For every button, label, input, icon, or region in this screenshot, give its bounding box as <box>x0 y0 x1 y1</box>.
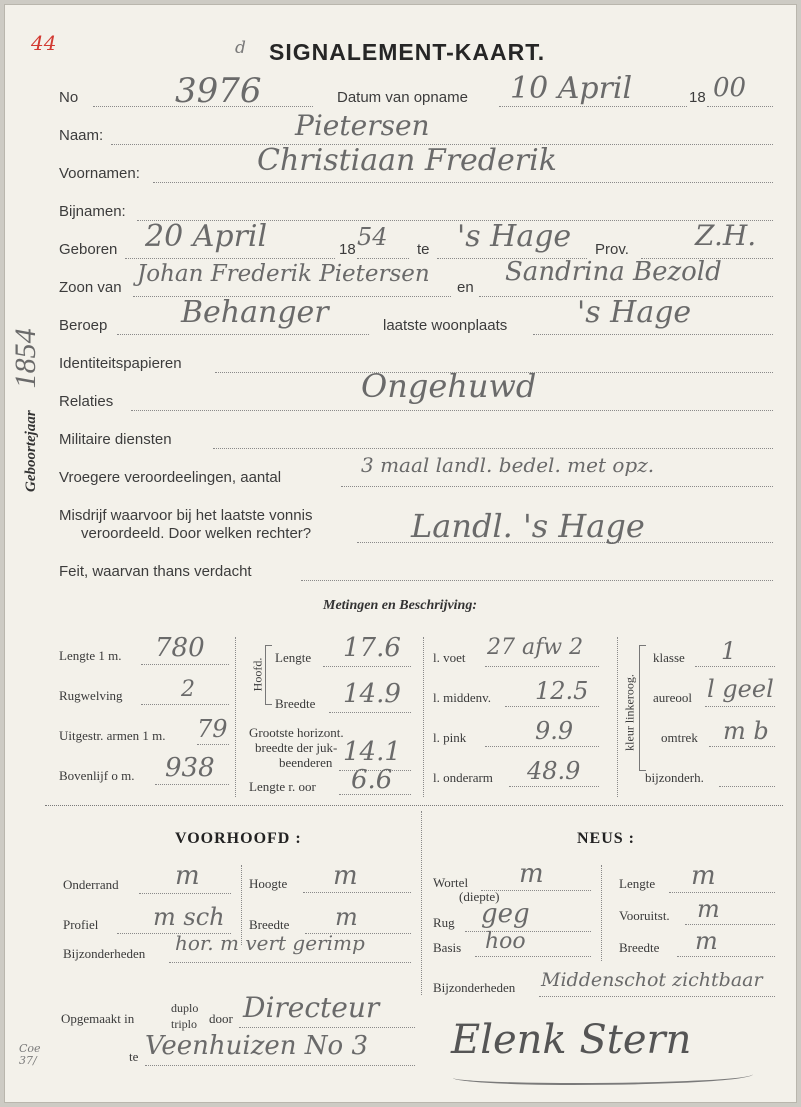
vh-onderrand-label: Onderrand <box>63 877 119 892</box>
m-bovenlijf-value: 938 <box>165 753 215 783</box>
moeder-value: Sandrina Bezold <box>505 257 722 287</box>
n-breedte-value: m <box>695 927 718 955</box>
m-aureool-label: aureool <box>653 690 692 705</box>
prov-label: Prov. <box>595 241 629 258</box>
m-bovenlijf-label: Bovenlijf o m. <box>59 768 135 783</box>
misdrijf-label-1: Misdrijf waarvoor bij het laatste vonnis <box>59 507 313 524</box>
n-wortel-label: Wortel <box>433 875 469 890</box>
m-bijzonderh-label: bijzonderh. <box>645 770 704 785</box>
kleur-label: kleur linkeroog. <box>622 674 637 751</box>
triplo-label: triplo <box>171 1017 197 1031</box>
voornamen-value: Christiaan Frederik <box>257 143 557 178</box>
n-diepte-label: (diepte) <box>459 889 500 904</box>
m-armen-value: 79 <box>197 715 228 743</box>
militaire-label: Militaire diensten <box>59 431 172 448</box>
door-label: door <box>209 1011 233 1026</box>
m-rugwelving-label: Rugwelving <box>59 688 123 703</box>
signature-flourish <box>453 1067 753 1085</box>
m-omtrek-label: omtrek <box>661 730 698 745</box>
m-onderarm-label: l. onderarm <box>433 770 493 785</box>
m-middenv-label: l. middenv. <box>433 690 492 705</box>
bijnamen-label: Bijnamen: <box>59 203 126 220</box>
relaties-label: Relaties <box>59 393 114 410</box>
m-jukbeen-value: 14.1 <box>343 737 401 767</box>
signature: Elenk Stern <box>451 1017 692 1063</box>
geboren-year-value: 54 <box>357 223 388 251</box>
vh-breedte-label: Breedte <box>249 917 290 932</box>
zoon-label: Zoon van <box>59 279 122 296</box>
en-label: en <box>457 279 474 296</box>
m-oor-label: Lengte r. oor <box>249 779 316 794</box>
te-value: 's Hage <box>457 219 572 254</box>
m-oor-value: 6.6 <box>351 765 393 795</box>
n-basis-label: Basis <box>433 940 462 955</box>
vh-bijzonderheden-label: Bijzonderheden <box>63 946 146 961</box>
m-aureool-value: l geel <box>707 675 774 703</box>
geboren-year-prefix: 18 <box>339 241 356 258</box>
m-hoofd-lengte-label: Lengte <box>275 650 312 665</box>
n-bijzonderheden-value: Middenschot zichtbaar <box>541 969 763 991</box>
n-vooruitst-label: Vooruitst. <box>619 908 670 923</box>
feit-label: Feit, waarvan thans verdacht <box>59 563 252 580</box>
misdrijf-value: Landl. 's Hage <box>411 507 645 545</box>
vh-profiel-label: Profiel <box>63 917 99 932</box>
voornamen-label: Voornamen: <box>59 165 140 182</box>
m-hoofd-lengte-value: 17.6 <box>343 633 401 663</box>
title-mark: d <box>235 38 246 58</box>
n-rug-value: geg <box>481 899 530 929</box>
year-value: 00 <box>713 73 747 103</box>
signalement-card <box>4 4 797 1103</box>
neus-heading: NEUS : <box>577 830 636 847</box>
m-pink-label: l. pink <box>433 730 467 745</box>
kleur-bracket <box>639 645 646 771</box>
naam-value: Pietersen <box>295 109 430 142</box>
m-omtrek-value: m b <box>723 717 769 745</box>
vh-bijzonderheden-value: hor. m vert gerimp <box>175 931 365 955</box>
n-lengte-value: m <box>691 861 716 891</box>
voorhoofd-heading: VOORHOOFD : <box>175 830 302 847</box>
m-hoofd-breedte-value: 14.9 <box>343 679 401 709</box>
vh-hoogte-value: m <box>333 861 358 891</box>
n-bijzonderheden-label: Bijzonderheden <box>433 980 516 995</box>
misdrijf-label-2: veroordeeld. Door welken rechter? <box>81 525 312 542</box>
geboren-value: 20 April <box>145 219 268 254</box>
datum-label: Datum van opname <box>337 89 468 106</box>
datum-value: 10 April <box>510 71 633 106</box>
m-voet-label: l. voet <box>433 650 466 665</box>
veroordeelingen-label: Vroegere veroordeelingen, aantal <box>59 469 282 486</box>
card-title: SIGNALEMENT-KAART. <box>269 39 546 65</box>
n-basis-value: hoo <box>485 929 526 954</box>
vh-breedte-value: m <box>335 903 358 931</box>
veroordeelingen-value: 3 maal landl. bedel. met opz. <box>361 453 655 477</box>
vh-profiel-value: m sch <box>153 903 225 931</box>
relaties-value: Ongehuwd <box>361 367 537 405</box>
duplo-label: duplo <box>171 1001 199 1015</box>
opgemaakt-label: Opgemaakt in <box>61 1011 135 1026</box>
beroep-label: Beroep <box>59 317 108 334</box>
n-vooruitst-value: m <box>697 895 720 923</box>
m-rugwelving-value: 2 <box>181 677 195 702</box>
door-value: Directeur <box>243 991 380 1024</box>
n-breedte-label: Breedte <box>619 940 660 955</box>
m-lengte-label: Lengte 1 m. <box>59 648 122 663</box>
hoofd-label: Hoofd. <box>250 657 265 692</box>
vh-onderrand-value: m <box>175 861 200 891</box>
n-rug-label: Rug <box>433 915 455 930</box>
m-middenv-value: 12.5 <box>535 677 589 705</box>
footer-te-label: te <box>129 1049 139 1064</box>
geboren-label: Geboren <box>59 241 118 258</box>
footer-te-value: Veenhuizen No 3 <box>145 1031 369 1061</box>
identiteit-label: Identiteitspapieren <box>59 355 182 372</box>
woonplaats-label: laatste woonplaats <box>383 317 508 334</box>
m-onderarm-value: 48.9 <box>527 757 581 785</box>
n-lengte-label: Lengte <box>619 876 656 891</box>
no-value: 3976 <box>175 71 262 111</box>
m-armen-label: Uitgestr. armen 1 m. <box>59 728 166 743</box>
side-birth-year <box>9 302 43 492</box>
n-wortel-value: m <box>519 859 544 889</box>
m-jukbeen-label-2: breedte der juk- <box>255 740 338 755</box>
side-year-label: Geboortejaar <box>23 410 39 492</box>
vh-hoogte-label: Hoogte <box>249 876 288 891</box>
m-jukbeen-label-1: Grootste horizont. <box>249 725 344 740</box>
m-klasse-value: 1 <box>721 637 737 665</box>
m-pink-value: 9.9 <box>535 717 574 745</box>
year-prefix: 18 <box>689 89 706 106</box>
m-jukbeen-label-3: beenderen <box>279 755 333 770</box>
corner-note: Coe 37/ <box>19 1042 41 1067</box>
page-number: 44 <box>31 31 57 55</box>
side-year-value: 1854 <box>9 328 42 389</box>
woonplaats-value: 's Hage <box>577 295 692 330</box>
metingen-heading: Metingen en Beschrijving: <box>323 598 478 613</box>
m-hoofd-breedte-label: Breedte <box>275 696 316 711</box>
hoofd-bracket <box>265 645 272 705</box>
vader-value: Johan Frederik Pietersen <box>137 261 430 287</box>
no-label: No <box>59 89 79 106</box>
m-lengte-value: 780 <box>155 633 205 663</box>
m-voet-value: 27 afw 2 <box>487 635 584 660</box>
prov-value: Z.H. <box>695 219 757 252</box>
m-klasse-label: klasse <box>653 650 685 665</box>
beroep-value: Behanger <box>181 295 329 330</box>
te-label: te <box>417 241 430 258</box>
naam-label: Naam: <box>59 127 104 144</box>
